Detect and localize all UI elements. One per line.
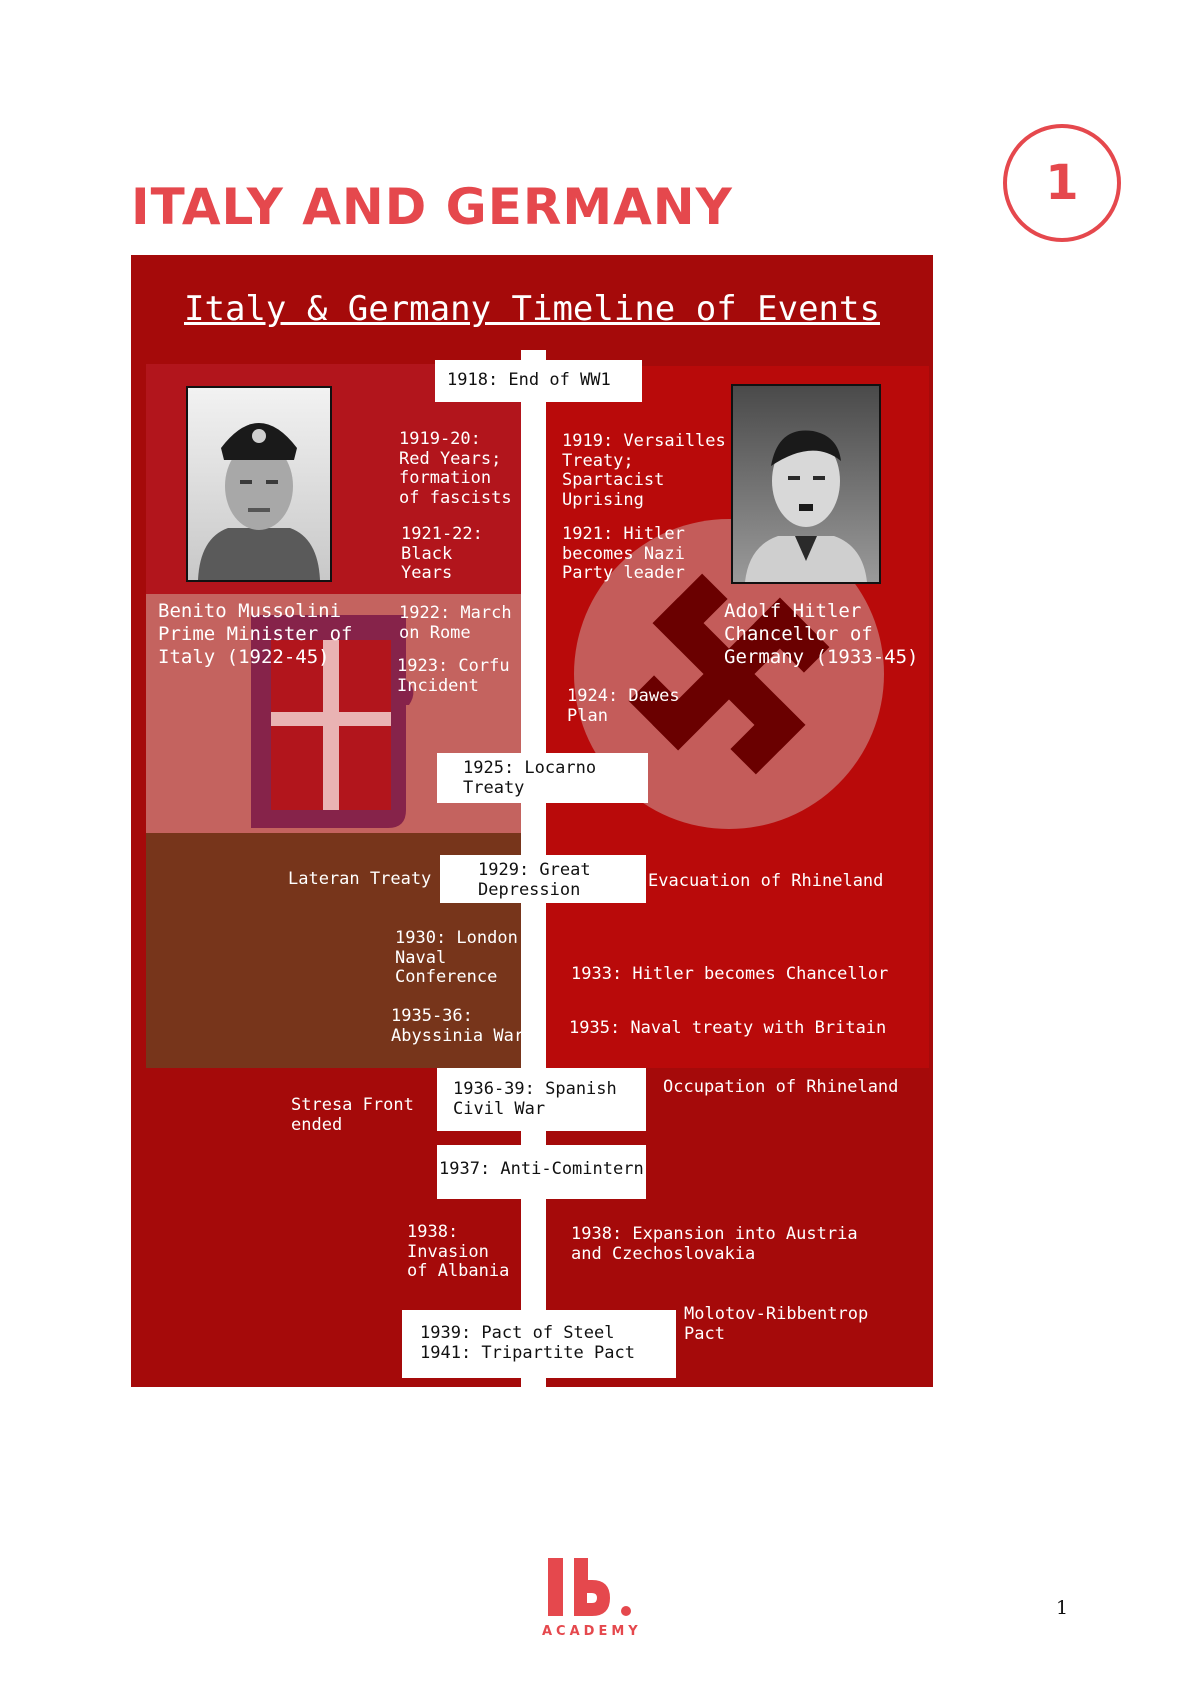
germany-event: Occupation of Rhineland — [663, 1077, 899, 1097]
center-event-box: 1937: Anti-Comintern — [437, 1145, 646, 1199]
chapter-number-badge — [1003, 124, 1121, 242]
italy-event: 1921-22: Black Years — [401, 524, 483, 583]
germany-event: Evacuation of Rhineland — [648, 871, 884, 891]
timeline-poster — [131, 255, 933, 1387]
italy-event: 1923: Corfu Incident — [397, 656, 510, 696]
page-number: 1 — [1056, 1597, 1069, 1619]
logo-text: ACADEMY — [542, 1624, 642, 1639]
germany-event: 1921: Hitler becomes Nazi Party leader — [562, 524, 685, 583]
center-event-box: 1939: Pact of Steel 1941: Tripartite Pact — [402, 1310, 676, 1378]
page-title: ITALY AND GERMANY — [131, 178, 733, 236]
germany-event: 1933: Hitler becomes Chancellor — [571, 964, 889, 984]
italy-leader-caption: Benito Mussolini Prime Minister of Italy (1922-45) — [158, 600, 353, 668]
center-event-box: 1929: Great Depression — [440, 855, 646, 903]
italy-event: Lateran Treaty — [288, 869, 432, 889]
center-event-box: 1925: Locarno Treaty — [437, 753, 648, 803]
italy-event: 1935-36: Abyssinia War — [391, 1006, 525, 1046]
mussolini-portrait — [186, 386, 332, 582]
chapter-number: 1 — [1045, 155, 1079, 211]
germany-leader-caption: Adolf Hitler Chancellor of Germany (1933-45) — [724, 600, 919, 668]
italy-event: 1919-20: Red Years; formation of fascists — [399, 429, 512, 508]
germany-event: Molotov-Ribbentrop Pact — [684, 1304, 869, 1344]
germany-event: 1935: Naval treaty with Britain — [569, 1018, 887, 1038]
germany-event: 1938: Expansion into Austria and Czechoslovakia — [571, 1224, 858, 1264]
italy-event: 1930: London Naval Conference — [395, 928, 518, 987]
italy-event: Stresa Front ended — [291, 1095, 414, 1135]
center-event-box: 1936-39: Spanish Civil War — [437, 1068, 646, 1131]
center-event-box: 1918: End of WW1 — [435, 360, 642, 402]
poster-heading: Italy & Germany Timeline of Events — [184, 289, 880, 329]
italy-event: 1922: March on Rome — [399, 603, 512, 643]
ib-logo-mark — [548, 1558, 658, 1620]
germany-event: 1919: Versailles Treaty; Spartacist Uprising — [562, 431, 726, 510]
italy-event: 1938: Invasion of Albania — [407, 1222, 510, 1281]
hitler-portrait — [731, 384, 881, 584]
germany-event: 1924: Dawes Plan — [567, 686, 680, 726]
academy-logo — [542, 1558, 658, 1648]
